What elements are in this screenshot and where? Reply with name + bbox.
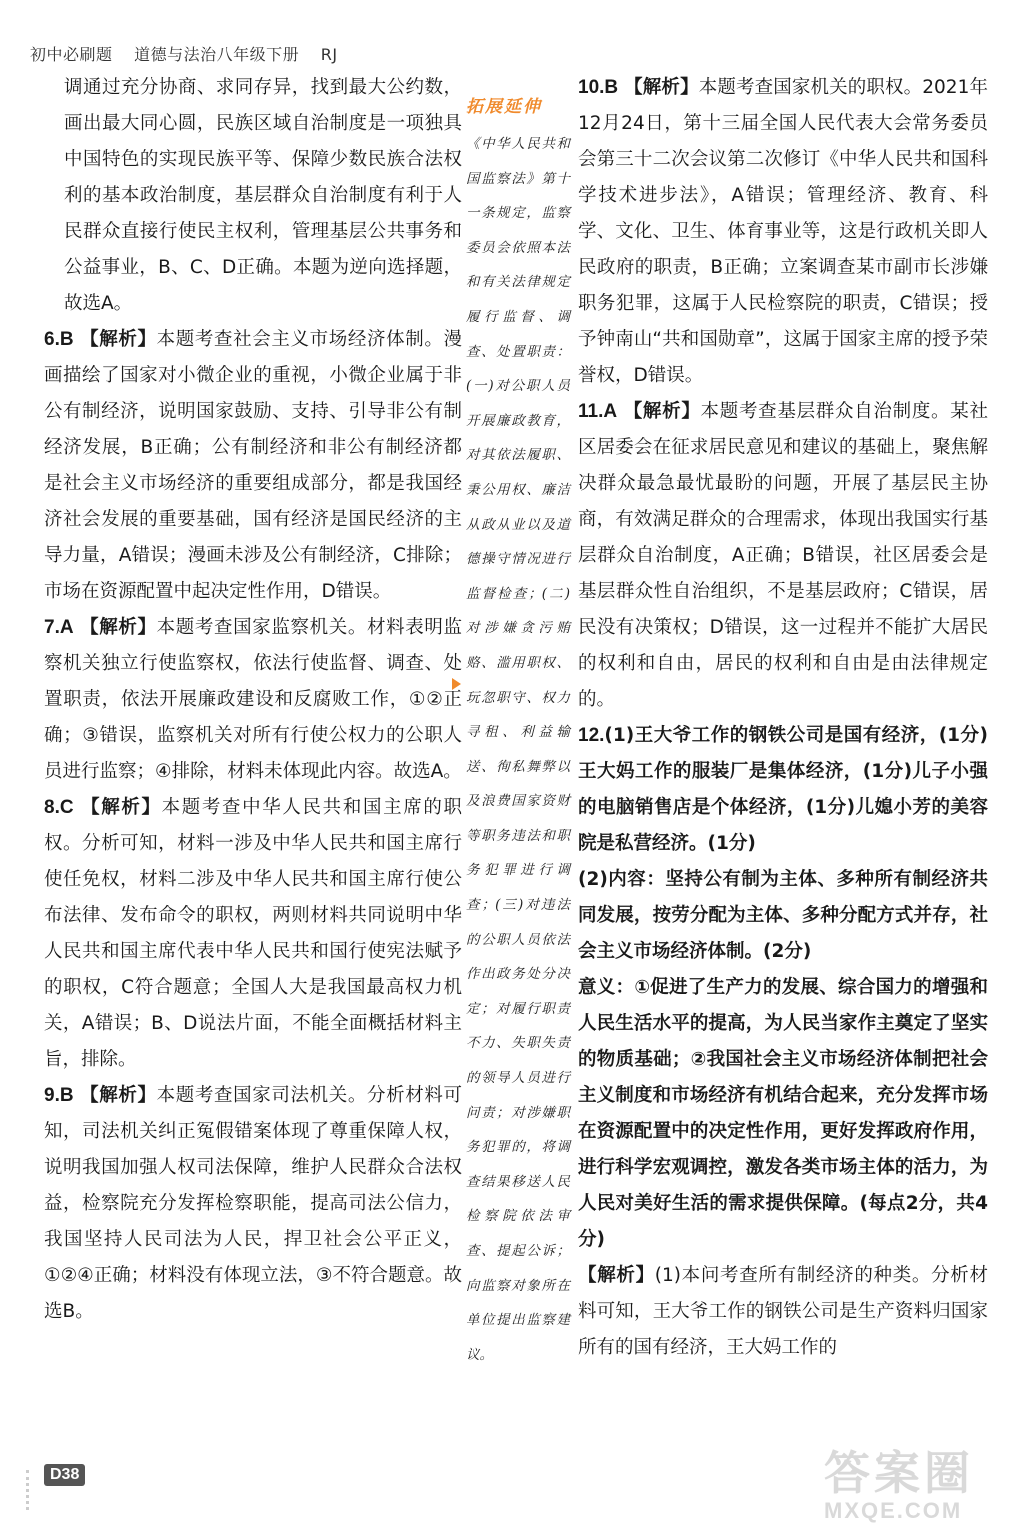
- item-text: 本题考查国家机关的职权。2021年12月24日，第十三届全国人民代表大会常务委员会第三十二次会议第二次修订《中华人民共和国科学技术进步法》，A错误；管理经济、教育、科学、文化、卫生、体育事业等，这是行政机关即人民政府的职责，B正确；立案调查某市副市长涉嫌职务犯罪，这属于人民检察院的职责，C错误；授予钟南山“共和国勋章”，这属于国家主席的授予荣誉权，D错误。: [578, 77, 988, 386]
- analysis-tag: 【解析】: [80, 329, 157, 350]
- watermark-logo: [824, 1448, 1004, 1528]
- item-number: 7.: [44, 617, 60, 638]
- item-number: 10.: [578, 77, 605, 98]
- answer-item-6: [44, 322, 462, 610]
- item-number: 6.: [44, 329, 60, 350]
- answer-item-10: [578, 70, 988, 394]
- answer-item-12: [578, 718, 988, 1366]
- page-header: [30, 42, 354, 65]
- sidebar-text: 《中华人民共和国监察法》第十一条规定，监察委员会依照本法和有关法律规定履行监督、调查、处置职责：(一)对公职人员开展廉政教育，对其依法履职、秉公用权、廉洁从政从业以及道德操守情况进行监督检查；(二)对涉嫌贪污贿赂、滥用职权、玩忽职守、权力寻租、利益输送、徇私舞弊以及浪费国家资财等职务违法和职务犯罪进行调查；(三)对违法的公职人员依法作出政务处分决定；对履行职责不力、失职失责的领导人员进行问责；对涉嫌职务犯罪的，将调查结果移送人民检察院依法审查、提起公诉；向监察对象所在单位提出监察建议。: [466, 136, 570, 1363]
- item-answer: C: [59, 797, 74, 818]
- item-answer: A: [603, 401, 618, 422]
- book-subject: 道德与法治八年级下册: [134, 45, 300, 64]
- answer-continuation: 调通过充分协商、求同存异，找到最大公约数，画出最大同心圆，民族区域自治制度是一项独具中国特色的实现民族平等、保障少数民族合法权利的基本政治制度，基层群众自治制度有利于人民群众直接行使民主权利，管理基层公共事务和公益事业，B、C、D正确。本题为逆向选择题，故选A。: [64, 77, 462, 314]
- item-text: 本题考查基层群众自治制度。某社区居委会在征求居民意见和建议的基础上，聚焦解决群众最急最忧最盼的问题，开展了基层民主协商，有效满足群众的合理需求，体现出我国实行基层群众自治制度，A正确；B错误，社区居委会是基层群众性自治组织，不是基层政府；C错误，居民没有决策权；D错误，这一过程并不能扩大居民的权利和自由，居民的权利和自由是由法律规定的。: [578, 401, 988, 710]
- item-number: 8.: [44, 797, 60, 818]
- item-text: 本题考查中华人民共和国主席的职权。分析可知，材料一涉及中华人民共和国主席行使任免权，材料二涉及中华人民共和国主席行使公布法律、发布命令的职权，两则材料共同说明中华人民共和国主席代表中华人民共和国行使宪法赋予的职权，C符合题意；全国人大是我国最高权力机关，A错误；B、D说法片面，不能全面概括材料主旨，排除。: [44, 797, 462, 1070]
- answer-item-11: [578, 394, 988, 718]
- q12-analysis: (1)本问考查所有制经济的种类。分析材料可知，王大爷工作的钢铁公司是生产资料归国家所有的国有经济，王大妈工作的: [578, 1265, 988, 1358]
- watermark-text: 答案圈: [824, 1447, 974, 1499]
- answer-item-8: [44, 790, 462, 1078]
- q12-part3: 意义：①促进了生产力的发展、综合国力的增强和人民生活水平的提高，为人民当家作主奠定了坚实的物质基础；②我国社会主义市场经济体制把社会主义制度和市场经济有机结合起来，充分发挥市场在资源配置中的决定性作用，更好发挥政府作用，进行科学宏观调控，激发各类市场主体的活力，为人民对美好生活的需求提供保障。(每点2分，共4分): [578, 977, 988, 1250]
- item-number: 12.: [578, 725, 605, 746]
- analysis-tag: 【解析】: [624, 77, 699, 98]
- item-text: 本题考查国家监察机关。材料表明监察机关独立行使监察权，依法行使监督、调查、处置职责，依法开展廉政建设和反腐败工作，①②正确；③错误，监察机关对所有行使公权力的公职人员进行监察；④排除，材料未体现此内容。故选A。: [44, 617, 462, 782]
- answer-item-9: [44, 1078, 462, 1330]
- book-edition: RJ: [320, 45, 338, 64]
- item-answer: B: [59, 329, 74, 350]
- answer-item-7: [44, 610, 462, 790]
- watermark-url: MXQE.COM: [824, 1498, 963, 1523]
- analysis-tag: 【解析】: [81, 797, 162, 818]
- analysis-tag: 【解析】: [623, 401, 701, 422]
- item-text: 本题考查社会主义市场经济体制。漫画描绘了国家对小微企业的重视，小微企业属于非公有制经济，说明国家鼓励、支持、引导非公有制经济发展，B正确；公有制经济和非公有制经济都是社会主义市场经济的重要组成部分，都是我国经济社会发展的重要基础，国有经济是国民经济的主导力量，A错误；漫画未涉及公有制经济，C排除；市场在资源配置中起决定性作用，D错误。: [44, 329, 462, 602]
- analysis-tag: 【解析】: [578, 1265, 655, 1286]
- page-edge-decoration: [26, 1470, 41, 1510]
- item-text: 本题考查国家司法机关。分析材料可知，司法机关纠正冤假错案体现了尊重保障人权，说明我国加强人权司法保障，维护人民群众合法权益，检察院充分发挥检察职能，提高司法公信力，我国坚持人民司法为人民，捍卫社会公平正义，①②④正确；材料没有体现立法，③不符合题意。故选B。: [44, 1085, 462, 1322]
- q12-part2: (2)内容：坚持公有制为主体、多种所有制经济共同发展，按劳分配为主体、多种分配方式并存，社会主义市场经济体制。(2分): [578, 869, 988, 962]
- q12-part1: (1)王大爷工作的钢铁公司是国有经济，(1分)王大妈工作的服装厂是集体经济，(1分)儿子小强的电脑销售店是个体经济，(1分)儿媳小芳的美容院是私营经济。(1分): [578, 725, 988, 854]
- analysis-tag: 【解析】: [80, 1085, 157, 1106]
- series-name: 初中必刷题: [30, 45, 113, 64]
- item-number: 9.: [44, 1085, 60, 1106]
- right-column: [578, 70, 988, 1366]
- item-answer: A: [59, 617, 74, 638]
- item-answer: B: [59, 1085, 74, 1106]
- item-number: 11.: [578, 401, 604, 422]
- left-column: [44, 70, 462, 1330]
- page-number: D38: [44, 1464, 85, 1486]
- sidebar-title: 拓展延伸: [466, 97, 542, 117]
- sidebar-pointer-icon: [452, 678, 461, 690]
- analysis-tag: 【解析】: [80, 617, 157, 638]
- item-answer: B: [604, 77, 619, 98]
- extension-sidebar: [466, 92, 570, 1372]
